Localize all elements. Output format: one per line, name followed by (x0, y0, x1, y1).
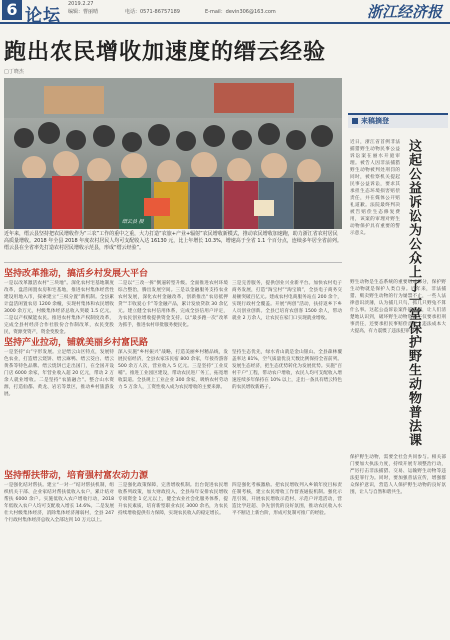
article-column-3: 三是完善服务，提供创业兴业新平台。加快农村电子商务发展，打造“淘宝村”“淘宝镇”，全县电子商务交易额突破百亿元。建成农村电商服务站点 200 余个，实现行政村全覆盖。开展“两创”活动，扶持返乡下乡人员创业创新。全县已培育农创客 1500 余人，带动就业 2 万余人，让农民在家门口实现就业增收。 (232, 281, 342, 321)
article-column-6: 坚持生态优先，绿水青山就是金山银山。全县森林覆盖率达 81%，空气质量优良天数比例保持全省前列。发展生态经济，把生态优势转化为发展优势。实施“百村千户”工程，带动农户增收，农民人均可支配收入增速连续多年保持在 10% 以上，走出一条具有缙云特色的农民增收新路子。 (232, 350, 342, 390)
article-column-8: 三是强化政策保障，完善增收机制。出台促进农民增收系列政策，加大财政投入，全县每年安排农民增收专项资金 1 亿元以上，健全农业社会化服务体系，提升农民素质，培育新型职业农民 3000 余名，为农民持续增收提供有力保障，实现农民收入的稳定增长。 (118, 483, 228, 516)
article-byline: □丁晓杰 (4, 69, 24, 75)
sidebar-text-3: 保护野生动物，需要全社会共同参与。相关部门要加大执法力度，持续开展专项整治行动，严厉打击非法捕猎、交易、运输野生动物等违法犯罪行为。同时，要加强普法宣传，增强群众保护意识，营造人人保护野生动物的良好氛围，让人与自然和谐共生。 (350, 455, 446, 495)
crowd-photo (4, 78, 342, 229)
page-number: 6 (2, 0, 22, 20)
section1-title: 坚持改革推动，搞活乡村发展大平台 (4, 269, 149, 279)
section2-title: 坚持产业拉动，铺就美丽乡村富民路 (4, 338, 149, 348)
sidebar-text-2: 野生动物是生态系统的重要组成部分，保护野生动物就是保护人类自身。近年来，非法捕猎、贩卖野生动物的行为屡禁不止，一些人法律意识淡薄，认为捕几只鸟、抓几只野兔不算什么事。这起公益诉讼案件的审理，让人们清楚地认识到，破坏野生动物资源不仅要承担刑事责任，还要承担民事赔偿责任，违法成本大大提高，有力震慑了违法犯罪分子。 (350, 280, 446, 334)
issue-date: 2019.2.27 (68, 1, 94, 7)
email-address: E-mail：devin306@163.com (205, 9, 276, 15)
square-bullet-icon (352, 118, 358, 124)
sidebar-text-1: 近日，浙江省首例非法捕猎野生动物民事公益诉讼案在丽水开庭审理。被告人因非法捕猎野生动物被判处刑罚的同时，被检察机关提起民事公益诉讼，要求其承担生态环境损害赔偿责任，并在媒体公开赔礼道歉。法院最终判决被告赔偿生态修复费用，该案的审理对野生动物保护具有重要的警示意义。 (350, 140, 400, 236)
photo-caption: 近年来，缙云县坚持把农民增收作为“三农”工作的重中之重，大力打造“农旅+产业+辐射”农民增收新模式，推动农民增收加速跑，助力浙江省农村居民高质量增收。2018 年全县 2018 年度农村居民人均可支配收入达 16130 元，比上年增长 10.3%，增速高于全省 1.1 个百分点，连续多年居全省前列。缙云县在全省率先打造农村居民增收示范县，形成“缙云经验”。 (4, 231, 342, 251)
sidebar-label (348, 113, 448, 128)
article-column-9: 四是强化考核激励。把农民增收列入乡镇年度目标责任制考核，建立农民增收工作督查通报机制。强化示范引领，开展农民增收示范村、示范户评选活动，营造比学赶超、争先创优的良好氛围，推动农民收入水平不断迈上新台阶，形成可复制可推广的经验。 (232, 483, 342, 516)
section-title: 论坛 (25, 6, 61, 26)
sidebar-column (346, 79, 450, 640)
phone-number: 电话：0571-86757189 (125, 9, 180, 15)
section-divider (4, 262, 342, 263)
newspaper-masthead: 浙江经济报 (366, 3, 442, 21)
article-headline: 跑出农民增收加速度的缙云经验 (4, 39, 327, 65)
sidebar-label-text: 来稿摘登 (361, 117, 389, 125)
photo-credit: 缙云县 摄 (122, 219, 144, 225)
section3-title: 坚持帮扶带动，培育强村富农动力源 (4, 471, 149, 481)
sidebar-headline: 这起公益诉讼为公众上了一堂保护野生动物普法课 (406, 139, 421, 447)
article-column-4: 一是坚持“山”字形发展。立足缙云山区特点，发展特色农业，打造缙云烧饼、缙云麻鸭、缙云茭白、缙云黄茶等特色品牌。缙云烧饼已走出国门，在全国开设门店 6000 余家，年营业收入超 20 亿元，带动 2 万余人就业增收。二是坚持“农旅融合”。整合山水资源，打造仙都、黄龙、岩宕等景区，推动乡村旅游发展。 (4, 350, 114, 397)
article-column-2: 二是以“三改一拆”倒逼转型升级。全面推进农村环境综合整治，腾出发展空间。三是以金融服务支持农业农村发展，深化农村金融改革，创新推出“农房抵押贷”“丰收爱心卡”等金融产品，累计发放贷款 30 余亿元。建立健全农村信用体系，完成全县信用户评定，为农民创业增收提供资金支持。以“最多跑一次”改革为抓手，推进农村审批服务便民化。 (118, 281, 228, 328)
editor-name: 编辑：曹丽晴 (68, 9, 99, 15)
crowd-photo-illustration (4, 78, 342, 229)
article-column-5: 深入实施“乡村振兴”战略，打造美丽乡村精品线，发展民宿经济，全县农家乐民宿 800 余家，年接待游客 500 余万人次，营业收入 5 亿元。三是坚持“工业反哺”。推进工业园区建设，带动农民进厂务工，拓宽增收渠道。全县规上工业企业 300 余家，吸纳农村劳动力 5 万余人，工资性收入成为农民增收的主要来源。 (118, 350, 228, 390)
article-column-1: 一是以改革激活农村“三块地”。深化农村宅基地制度改革，盘活闲置农房和宅基地，推进农村集体经营性建设用地入市，探索建立“三权分置”新机制。全县累计盘活闲置农房 1200 余幢，实现村集体和农民增收 3000 余万元，村级集体经济总收入突破 1.5 亿元。二是以产权赋能农民。推进农村集体产权制度改革，完成全县村经济合作社股份合作制改革，农民变股民，资源变资产，资金变股金。 (4, 281, 114, 335)
page-header (0, 0, 450, 24)
article-column-7: 一是强化结对帮扶。建立“一对一”结对帮扶机制，组织机关干部、企业家结对帮扶低收入农户，累计结对帮扶 6000 余户。实施低收入农户增收行动，2018 年低收入农户人均可支配收入增长 14.6%。二是发展壮大村级集体经济，消除集体经济薄弱村，全县 247 个行政村集体经济总收入全部达到 10 万元以上。 (4, 483, 114, 523)
